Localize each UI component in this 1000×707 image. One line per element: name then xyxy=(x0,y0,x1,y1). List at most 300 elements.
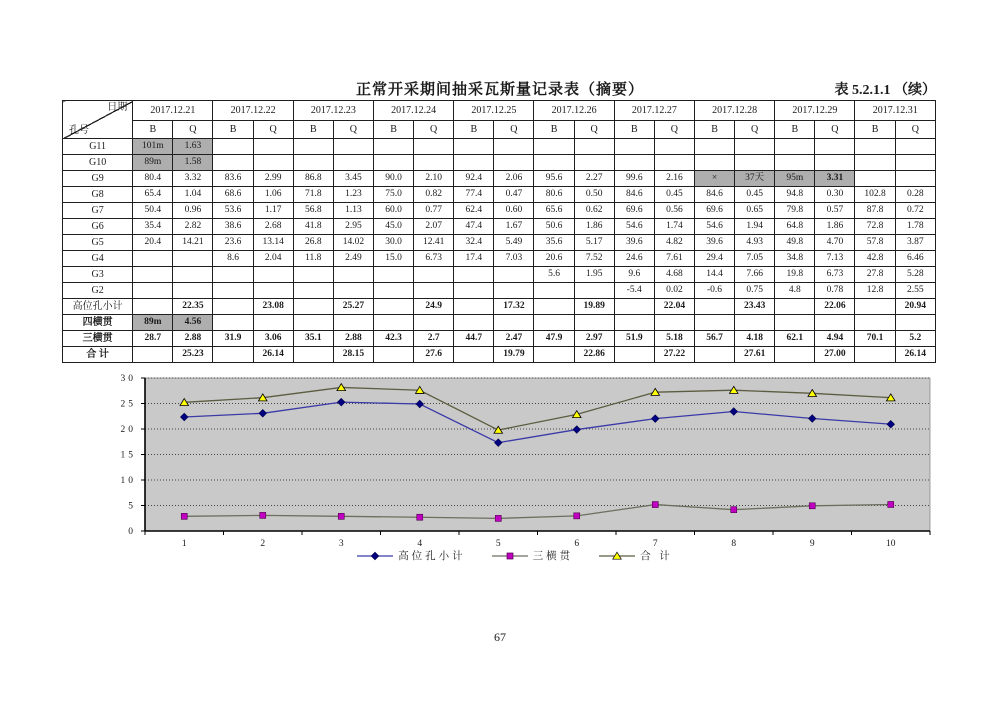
square-marker-icon xyxy=(417,514,423,520)
table-cell: 7.05 xyxy=(735,251,775,267)
table-cell xyxy=(895,171,935,187)
table-cell: 3.32 xyxy=(173,171,213,187)
table-cell: 65.4 xyxy=(133,187,173,203)
row-label: G10 xyxy=(63,155,133,171)
table-cell xyxy=(213,299,253,315)
table-cell: 2.88 xyxy=(333,331,373,347)
table-cell: 2.27 xyxy=(574,171,614,187)
table-cell: 2.88 xyxy=(173,331,213,347)
table-cell: 65.6 xyxy=(534,203,574,219)
table-cell xyxy=(293,283,333,299)
table-cell: 5.49 xyxy=(494,235,534,251)
table-cell xyxy=(333,267,373,283)
table-cell: 89m xyxy=(133,315,173,331)
table-cell: 0.65 xyxy=(735,203,775,219)
table-cell: 62.1 xyxy=(775,331,815,347)
table-cell xyxy=(454,315,494,331)
table-cell: 70.1 xyxy=(855,331,895,347)
table-cell xyxy=(694,155,734,171)
table-cell: 22.86 xyxy=(574,347,614,363)
table-cell: 22.06 xyxy=(815,299,855,315)
table-cell xyxy=(253,139,293,155)
bq-header: Q xyxy=(654,121,694,139)
table-row xyxy=(63,235,936,251)
table-cell: 3.87 xyxy=(895,235,935,251)
table-cell xyxy=(735,315,775,331)
table-cell: 0.60 xyxy=(494,203,534,219)
table-row xyxy=(63,299,936,315)
table-cell: 47.4 xyxy=(454,219,494,235)
table-cell xyxy=(775,347,815,363)
table-cell xyxy=(253,283,293,299)
x-tick-label: 7 xyxy=(652,539,658,549)
table-cell xyxy=(293,315,333,331)
table-cell: 27.6 xyxy=(414,347,454,363)
gas-record-table xyxy=(62,100,936,363)
corner-hole-label: 孔号 xyxy=(69,125,89,136)
table-cell: 23.43 xyxy=(735,299,775,315)
table-cell: 50.6 xyxy=(534,219,574,235)
table-cell: 49.8 xyxy=(775,235,815,251)
table-cell: 24.6 xyxy=(614,251,654,267)
square-marker-icon xyxy=(492,551,528,561)
table-cell xyxy=(775,139,815,155)
table-cell xyxy=(253,155,293,171)
table-cell: 62.4 xyxy=(454,203,494,219)
table-cell: 54.6 xyxy=(694,219,734,235)
table-cell: 6.73 xyxy=(815,267,855,283)
bq-header: B xyxy=(293,121,333,139)
table-cell xyxy=(574,155,614,171)
table-cell: 56.8 xyxy=(293,203,333,219)
table-cell xyxy=(454,299,494,315)
table-cell xyxy=(373,155,413,171)
table-row xyxy=(63,347,936,363)
table-cell: 75.0 xyxy=(373,187,413,203)
table-cell xyxy=(775,299,815,315)
table-cell: 4.94 xyxy=(815,331,855,347)
table-cell: 1.78 xyxy=(895,219,935,235)
x-tick-label: 6 xyxy=(574,539,580,549)
table-cell: 0.50 xyxy=(574,187,614,203)
row-label: G9 xyxy=(63,171,133,187)
table-cell xyxy=(574,283,614,299)
table-cell: 6.46 xyxy=(895,251,935,267)
table-cell: 4.93 xyxy=(735,235,775,251)
table-row xyxy=(63,203,936,219)
row-label: G8 xyxy=(63,187,133,203)
table-cell: 12.41 xyxy=(414,235,454,251)
x-tick-label: 9 xyxy=(809,539,815,549)
table-row xyxy=(63,315,936,331)
x-tick-label: 5 xyxy=(495,539,501,549)
table-cell: 0.57 xyxy=(815,203,855,219)
bq-header: Q xyxy=(895,121,935,139)
legend-item xyxy=(357,548,466,563)
table-cell: 0.30 xyxy=(815,187,855,203)
table-cell: 17.32 xyxy=(494,299,534,315)
table-cell: 26.8 xyxy=(293,235,333,251)
table-cell: 34.8 xyxy=(775,251,815,267)
table-cell xyxy=(213,155,253,171)
corner-date-label: 日期 xyxy=(107,102,128,113)
table-cell xyxy=(293,155,333,171)
table-body xyxy=(63,139,936,363)
table-cell: 84.6 xyxy=(614,187,654,203)
table-cell: 45.0 xyxy=(373,219,413,235)
table-cell xyxy=(173,251,213,267)
bq-header: B xyxy=(213,121,253,139)
table-cell: 31.9 xyxy=(213,331,253,347)
table-cell xyxy=(775,155,815,171)
table-cell: 4.56 xyxy=(173,315,213,331)
table-cell: 51.9 xyxy=(614,331,654,347)
table-cell: 14.02 xyxy=(333,235,373,251)
square-marker-icon xyxy=(731,507,737,513)
table-cell: 86.8 xyxy=(293,171,333,187)
table-cell: 56.7 xyxy=(694,331,734,347)
table-cell: 23.08 xyxy=(253,299,293,315)
table-cell: 35.4 xyxy=(133,219,173,235)
table-cell xyxy=(293,139,333,155)
table-cell xyxy=(494,139,534,155)
table-cell: 7.03 xyxy=(494,251,534,267)
table-cell xyxy=(534,139,574,155)
table-cell: 0.77 xyxy=(414,203,454,219)
table-cell: 87.8 xyxy=(855,203,895,219)
table-row xyxy=(63,251,936,267)
table-cell: 11.8 xyxy=(293,251,333,267)
table-cell: 4.18 xyxy=(735,331,775,347)
table-cell: 94.8 xyxy=(775,187,815,203)
table-cell: 69.6 xyxy=(694,203,734,219)
table-cell: 37天 xyxy=(735,171,775,187)
table-cell: 22.04 xyxy=(654,299,694,315)
table-cell xyxy=(855,139,895,155)
table-cell: 23.6 xyxy=(213,235,253,251)
table-row xyxy=(63,267,936,283)
table-cell: 1.67 xyxy=(494,219,534,235)
square-marker-icon xyxy=(574,513,580,519)
table-cell: 77.4 xyxy=(454,187,494,203)
table-reference-label: 表 5.2.1.1 （续） xyxy=(834,83,936,98)
table-cell: 2.7 xyxy=(414,331,454,347)
table-cell: 101m xyxy=(133,139,173,155)
gas-line-chart xyxy=(95,370,935,556)
table-cell xyxy=(414,283,454,299)
table-cell: 17.4 xyxy=(454,251,494,267)
row-label: 合 计 xyxy=(63,347,133,363)
table-cell xyxy=(694,315,734,331)
table-cell xyxy=(614,139,654,155)
table-cell: 95m xyxy=(775,171,815,187)
table-cell xyxy=(414,155,454,171)
table-row xyxy=(63,155,936,171)
table-cell: 15.0 xyxy=(373,251,413,267)
table-cell: 6.73 xyxy=(414,251,454,267)
row-label: G5 xyxy=(63,235,133,251)
table-cell: 19.79 xyxy=(494,347,534,363)
table-cell: 39.6 xyxy=(614,235,654,251)
table-cell xyxy=(454,283,494,299)
table-cell xyxy=(855,299,895,315)
table-cell xyxy=(614,299,654,315)
table-cell: 5.2 xyxy=(895,331,935,347)
bq-header: B xyxy=(373,121,413,139)
table-cell: 13.14 xyxy=(253,235,293,251)
square-marker-icon xyxy=(338,513,344,519)
table-cell xyxy=(534,155,574,171)
table-cell: 24.9 xyxy=(414,299,454,315)
table-cell: 84.6 xyxy=(694,187,734,203)
table-cell xyxy=(815,315,855,331)
table-row xyxy=(63,283,936,299)
table-cell: 0.62 xyxy=(574,203,614,219)
y-tick-label: 0 xyxy=(128,527,136,538)
table-cell: 1.86 xyxy=(574,219,614,235)
bq-header: Q xyxy=(494,121,534,139)
page-number: 67 xyxy=(494,630,506,644)
square-marker-icon xyxy=(260,512,266,518)
table-cell xyxy=(614,347,654,363)
table-cell: 72.8 xyxy=(855,219,895,235)
table-cell: 2.10 xyxy=(414,171,454,187)
row-label: G6 xyxy=(63,219,133,235)
table-cell xyxy=(173,267,213,283)
bq-header: B xyxy=(454,121,494,139)
table-cell: 9.6 xyxy=(614,267,654,283)
square-marker-icon xyxy=(495,515,501,521)
table-cell xyxy=(213,283,253,299)
table-cell xyxy=(333,139,373,155)
table-cell: 1.06 xyxy=(253,187,293,203)
table-cell xyxy=(855,155,895,171)
date-header: 2017.12.31 xyxy=(855,101,936,121)
table-cell: 27.00 xyxy=(815,347,855,363)
table-cell: 2.49 xyxy=(333,251,373,267)
row-label: 三横贯 xyxy=(63,331,133,347)
table-cell xyxy=(895,315,935,331)
table-cell: 90.0 xyxy=(373,171,413,187)
table-cell: 1.17 xyxy=(253,203,293,219)
table-cell xyxy=(574,315,614,331)
table-cell: 0.72 xyxy=(895,203,935,219)
legend-item xyxy=(599,548,673,563)
table-cell: 0.75 xyxy=(735,283,775,299)
date-header: 2017.12.22 xyxy=(213,101,293,121)
table-cell: 26.14 xyxy=(895,347,935,363)
square-marker-icon xyxy=(888,501,894,507)
table-cell: 1.94 xyxy=(735,219,775,235)
table-cell xyxy=(454,155,494,171)
date-header: 2017.12.25 xyxy=(454,101,534,121)
x-tick-label: 2 xyxy=(260,539,266,549)
table-cell: 2.06 xyxy=(494,171,534,187)
table-cell: 27.22 xyxy=(654,347,694,363)
page-title: 正常开采期间抽采瓦斯量记录表（摘要） xyxy=(355,82,644,98)
table-cell: 64.8 xyxy=(775,219,815,235)
table-cell xyxy=(373,267,413,283)
table-cell: 89m xyxy=(133,155,173,171)
table-cell: 25.27 xyxy=(333,299,373,315)
diamond-marker-icon xyxy=(357,551,393,561)
table-cell: 1.04 xyxy=(173,187,213,203)
table-cell: 2.55 xyxy=(895,283,935,299)
table-cell: 95.6 xyxy=(534,171,574,187)
y-tick-label: 15 xyxy=(120,450,136,461)
table-cell: 0.45 xyxy=(654,187,694,203)
table-cell: 27.8 xyxy=(855,267,895,283)
date-header: 2017.12.28 xyxy=(694,101,774,121)
x-tick-label: 3 xyxy=(338,539,344,549)
table-cell: 44.7 xyxy=(454,331,494,347)
table-cell: 7.66 xyxy=(735,267,775,283)
table-cell: 4.82 xyxy=(654,235,694,251)
table-cell xyxy=(213,267,253,283)
table-row xyxy=(63,171,936,187)
table-cell xyxy=(414,267,454,283)
x-tick-label: 1 xyxy=(181,539,187,549)
table-cell xyxy=(133,267,173,283)
table-cell: 7.61 xyxy=(654,251,694,267)
table-cell xyxy=(534,315,574,331)
table-cell xyxy=(694,139,734,155)
bq-header: B xyxy=(694,121,734,139)
table-cell: 20.4 xyxy=(133,235,173,251)
table-cell: 2.68 xyxy=(253,219,293,235)
x-tick-label: 10 xyxy=(886,539,896,549)
table-cell: 0.47 xyxy=(494,187,534,203)
y-tick-label: 25 xyxy=(120,399,136,410)
table-cell: 25.23 xyxy=(173,347,213,363)
row-label: G2 xyxy=(63,283,133,299)
table-cell: 39.6 xyxy=(694,235,734,251)
bq-header: B xyxy=(534,121,574,139)
corner-header xyxy=(63,101,133,139)
row-label: G3 xyxy=(63,267,133,283)
table-cell: 41.8 xyxy=(293,219,333,235)
table-cell: 42.8 xyxy=(855,251,895,267)
chart-canvas xyxy=(95,370,935,556)
table-cell: 68.6 xyxy=(213,187,253,203)
table-cell: 2.07 xyxy=(414,219,454,235)
table-cell xyxy=(133,251,173,267)
table-cell: 20.94 xyxy=(895,299,935,315)
row-label: G4 xyxy=(63,251,133,267)
table-cell xyxy=(895,139,935,155)
table-cell: 19.8 xyxy=(775,267,815,283)
y-tick-label: 30 xyxy=(120,374,136,385)
table-cell xyxy=(293,267,333,283)
bq-header: Q xyxy=(173,121,213,139)
table-cell: 71.8 xyxy=(293,187,333,203)
table-cell xyxy=(735,139,775,155)
table-cell xyxy=(855,171,895,187)
table-cell: 4.70 xyxy=(815,235,855,251)
table-cell: 2.47 xyxy=(494,331,534,347)
table-cell xyxy=(574,139,614,155)
table-cell: 19.89 xyxy=(574,299,614,315)
table-row xyxy=(63,331,936,347)
table-cell: 1.58 xyxy=(173,155,213,171)
row-label: 四横贯 xyxy=(63,315,133,331)
table-cell: 57.8 xyxy=(855,235,895,251)
table-cell: 4.68 xyxy=(654,267,694,283)
table-cell: 1.86 xyxy=(815,219,855,235)
table-cell xyxy=(654,155,694,171)
table-cell: 3.45 xyxy=(333,171,373,187)
table-cell xyxy=(694,347,734,363)
table-row xyxy=(63,139,936,155)
table-cell: 7.13 xyxy=(815,251,855,267)
table-cell xyxy=(213,139,253,155)
date-header: 2017.12.24 xyxy=(373,101,453,121)
y-tick-label: 10 xyxy=(120,476,136,487)
table-cell xyxy=(133,347,173,363)
table-cell xyxy=(815,155,855,171)
bq-header: Q xyxy=(815,121,855,139)
table-cell xyxy=(454,347,494,363)
legend-label: 三横贯 xyxy=(532,551,574,562)
table-cell xyxy=(654,139,694,155)
square-marker-icon xyxy=(181,513,187,519)
table-cell xyxy=(454,267,494,283)
table-cell xyxy=(133,299,173,315)
table-cell: 35.6 xyxy=(534,235,574,251)
table-cell: 42.3 xyxy=(373,331,413,347)
bq-header: B xyxy=(133,121,173,139)
table-cell: 3.31 xyxy=(815,171,855,187)
table-cell xyxy=(815,139,855,155)
table-cell xyxy=(333,283,373,299)
bq-header: Q xyxy=(414,121,454,139)
legend-label: 合 计 xyxy=(640,551,673,562)
table-cell: 32.4 xyxy=(454,235,494,251)
table-cell: 60.0 xyxy=(373,203,413,219)
date-header: 2017.12.26 xyxy=(534,101,614,121)
date-header: 2017.12.21 xyxy=(133,101,213,121)
table-cell xyxy=(373,347,413,363)
table-cell: 47.9 xyxy=(534,331,574,347)
table-cell: 2.82 xyxy=(173,219,213,235)
table-cell: 80.4 xyxy=(133,171,173,187)
legend-item xyxy=(492,548,574,563)
table-cell xyxy=(855,315,895,331)
table-cell: 1.23 xyxy=(333,187,373,203)
table-cell: 29.4 xyxy=(694,251,734,267)
table-cell xyxy=(735,155,775,171)
table-cell: 0.02 xyxy=(654,283,694,299)
table-cell xyxy=(373,315,413,331)
table-cell xyxy=(373,283,413,299)
table-cell xyxy=(373,139,413,155)
table-cell xyxy=(494,283,534,299)
table-cell: 69.6 xyxy=(614,203,654,219)
table-cell xyxy=(494,315,534,331)
table-cell xyxy=(213,347,253,363)
table-cell: 99.6 xyxy=(614,171,654,187)
table-cell: 28.15 xyxy=(333,347,373,363)
table-cell: 5.17 xyxy=(574,235,614,251)
table-cell: × xyxy=(694,171,734,187)
table-cell: 22.35 xyxy=(173,299,213,315)
table-cell: 83.6 xyxy=(213,171,253,187)
table-cell: 0.56 xyxy=(654,203,694,219)
bq-header: Q xyxy=(333,121,373,139)
table-cell xyxy=(373,299,413,315)
table-cell xyxy=(534,283,574,299)
table-cell xyxy=(133,283,173,299)
